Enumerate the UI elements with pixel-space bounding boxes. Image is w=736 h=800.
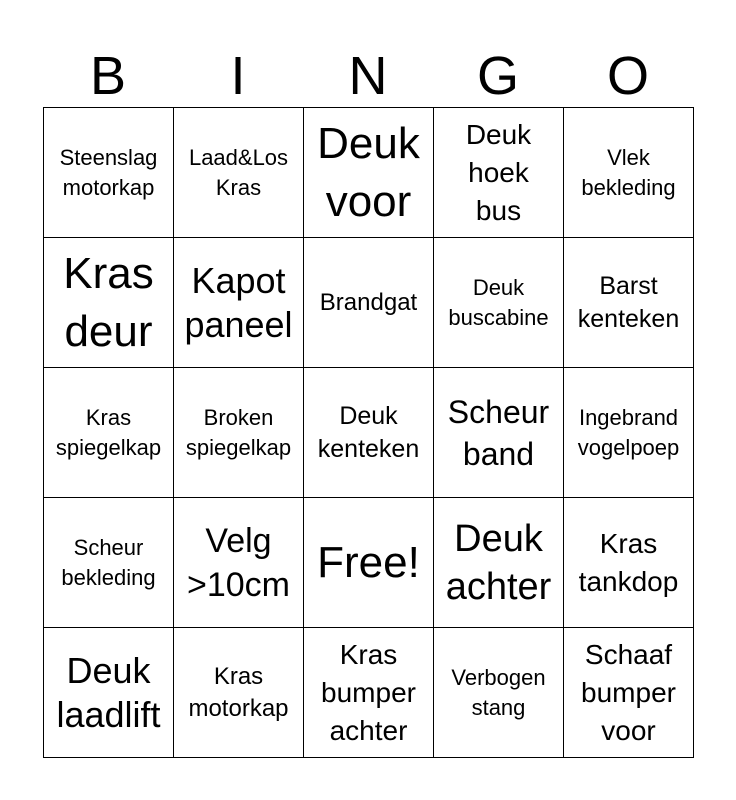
bingo-cell[interactable] [564,238,694,368]
bingo-cell[interactable] [434,238,564,368]
cell-label: Kras deur [63,248,154,356]
cell-label: Barst kenteken [577,271,680,333]
bingo-cell[interactable] [564,498,694,628]
bingo-cell[interactable] [174,628,304,758]
bingo-row-3 [44,368,694,498]
cell-label: Free! [317,537,420,587]
header-letter-g: G [476,46,519,106]
cell-label: Verbogen stang [451,664,546,720]
bingo-cell[interactable] [44,368,174,498]
bingo-row-1 [44,108,694,238]
cell-label: Kras bumper achter [321,638,416,746]
cell-label: Schaaf bumper voor [581,638,676,746]
header-letter-i: I [230,46,246,106]
bingo-cell[interactable] [434,628,564,758]
cell-label: Deuk laadlift [56,649,161,735]
bingo-cell free-space[interactable] [304,498,434,628]
cell-label: Deuk voor [317,118,420,226]
bingo-cell[interactable] [304,108,434,238]
bingo-cell[interactable] [304,368,434,498]
cell-label: Broken spiegelkap [185,404,292,460]
header-letter-o: O [606,46,649,106]
bingo-cell[interactable] [44,238,174,368]
cell-label: Ingebrand vogelpoep [577,404,680,460]
bingo-cell[interactable] [174,238,304,368]
cell-label: Scheur bekleding [61,534,156,590]
header-letter-b: B [89,46,127,106]
bingo-cell[interactable] [44,498,174,628]
cell-label: Velg >10cm [187,521,290,604]
bingo-row-2 [44,238,694,368]
cell-label: Deuk achter [445,517,552,608]
cell-label: Deuk kenteken [317,401,420,463]
bingo-cell[interactable] [44,108,174,238]
bingo-cell[interactable] [174,108,304,238]
cell-label: Deuk hoek bus [465,118,532,226]
cell-label: Laad&Los Kras [188,144,289,200]
cell-label: Brandgat [319,288,418,316]
bingo-cell[interactable] [434,368,564,498]
cell-label: Vlek bekleding [581,144,676,200]
bingo-cell[interactable] [564,368,694,498]
bingo-cell[interactable] [564,108,694,238]
cell-label: Kras motorkap [188,662,289,722]
cell-label: Kras spiegelkap [55,404,162,460]
cell-label: Kras tankdop [578,527,679,597]
bingo-cell[interactable] [44,628,174,758]
bingo-cell[interactable] [434,108,564,238]
cell-label: Steenslag motorkap [59,144,158,200]
bingo-cell[interactable] [434,498,564,628]
bingo-row-5 [44,628,694,758]
cell-label: Kapot paneel [184,259,293,345]
bingo-card [43,107,694,758]
header-letter-n: N [348,46,388,106]
bingo-cell[interactable] [304,628,434,758]
bingo-cell[interactable] [304,238,434,368]
cell-label: Deuk buscabine [448,274,549,330]
bingo-cell[interactable] [174,498,304,628]
cell-label: Scheur band [447,393,550,472]
bingo-cell[interactable] [174,368,304,498]
bingo-cell[interactable] [564,628,694,758]
bingo-header [43,44,693,108]
bingo-row-4 [44,498,694,628]
